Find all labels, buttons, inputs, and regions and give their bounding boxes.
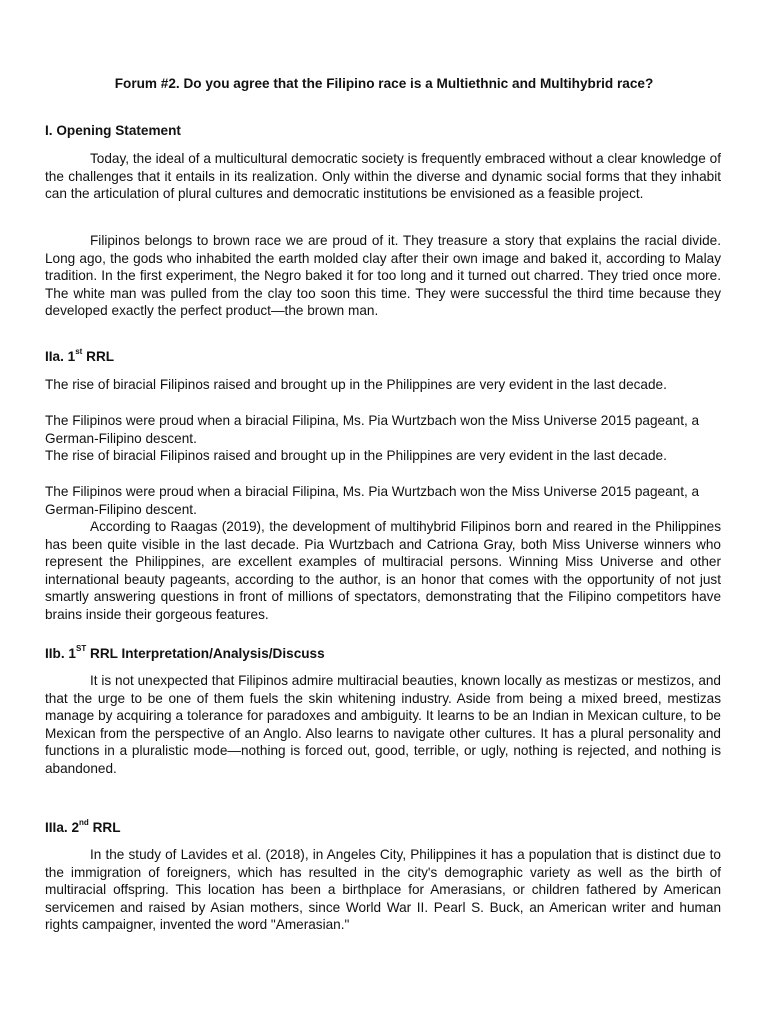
rrl-1-line-2: The Filipinos were proud when a biracial Filipina, Ms. Pia Wurtzbach won the Miss Universe 2015 pageant, a German-Filipino descent. [45,413,700,446]
heading-opening-statement: I. Opening Statement [45,123,181,138]
paragraph-opening-1: Today, the ideal of a multicultural democratic society is frequently embraced without a clear knowledge of the challenges that it entails in its realization. Only within the diverse and dynamic social forms that they inhabit can the articulation of plural cultures and democratic institutions be envisioned as a feasible project. [45,151,721,202]
paragraph-opening-2: Filipinos belongs to brown race we are proud of it. They treasure a story that explains the racial divide. Long ago, the gods who inhabited the earth molded clay after their own image and baked it, according to Malay tradition. In the first experiment, the Negro baked it for too long and it turned out charred. They tried once more. The white man was pulled from the clay too soon this time. They were successful the third time because they developed exactly the perfect product—the brown man. [45,233,721,319]
heading-rrl-1-analysis-sup: ST [75,644,87,654]
heading-rrl-2 [45,819,121,837]
heading-rrl-1-prefix: IIa. 1 [45,349,76,364]
paragraph-rrl-1: According to Raagas (2019), the development of multihybrid Filipinos born and reared in the Philippines has been quite visible in the last decade. Pia Wurtzbach and Catriona Gray, both Miss Universe winners who represent the Philippines, are excellent examples of multiracial persons. Winning Miss Universe and other international beauty pageants, according to the author, is an honor that comes with the opportunity of not just smartly answering questions in front of millions of spectators, demonstrating that the Filipino competitors have brains inside their gorgeous features. [45,519,721,622]
paragraph-rrl-2: In the study of Lavides et al. (2018), in Angeles City, Philippines it has a population that is distinct due to the immigration of foreigners, which has resulted in the city's demographic variety as well as the birth of multiracial offspring. This location has been a birthplace for Amerasians, or children fathered by American servicemen and raised by Asian mothers, since World War II. Pearl S. Buck, an American writer and human rights campaigner, invented the word "Amerasian." [45,847,721,933]
heading-rrl-1-analysis-prefix: IIb. 1 [45,646,76,661]
rrl-1-line-4: The Filipinos were proud when a biracial Filipina, Ms. Pia Wurtzbach won the Miss Universe 2015 pageant, a German-Filipino descent. [45,484,700,517]
rrl-1-line-3: The rise of biracial Filipinos raised and brought up in the Philippines are very evident in the last decade. [45,448,667,463]
heading-rrl-1-sup: st [75,347,83,357]
heading-rrl-1-analysis [45,645,325,663]
heading-rrl-1-analysis-suffix: RRL Interpretation/Analysis/Discuss [86,646,325,661]
heading-rrl-1-suffix: RRL [82,349,115,364]
heading-rrl-1 [45,348,114,366]
heading-rrl-2-suffix: RRL [88,820,121,835]
heading-rrl-2-prefix: IIIa. 2 [45,820,80,835]
heading-rrl-2-sup: nd [79,818,89,828]
page-title: Forum #2. Do you agree that the Filipino race is a Multiethnic and Multihybrid race? [114,76,654,91]
paragraph-rrl-1-analysis: It is not unexpected that Filipinos admire multiracial beauties, known locally as mestizas or mestizos, and that the urge to be one of them fuels the skin whitening industry. Aside from being a mixed breed, mestizas manage by acquiring a tolerance for paradoxes and ambiguity. It learns to be an Indian in Mexican culture, to be Mexican from the perspective of an Anglo. Also learns to navigate other cultures. It has a plural personality and functions in a pluralistic mode—nothing is forced out, good, terrible, or ugly, nothing is rejected, and nothing is abandoned. [45,673,721,776]
rrl-1-line-1: The rise of biracial Filipinos raised and brought up in the Philippines are very evident in the last decade. [45,377,667,392]
